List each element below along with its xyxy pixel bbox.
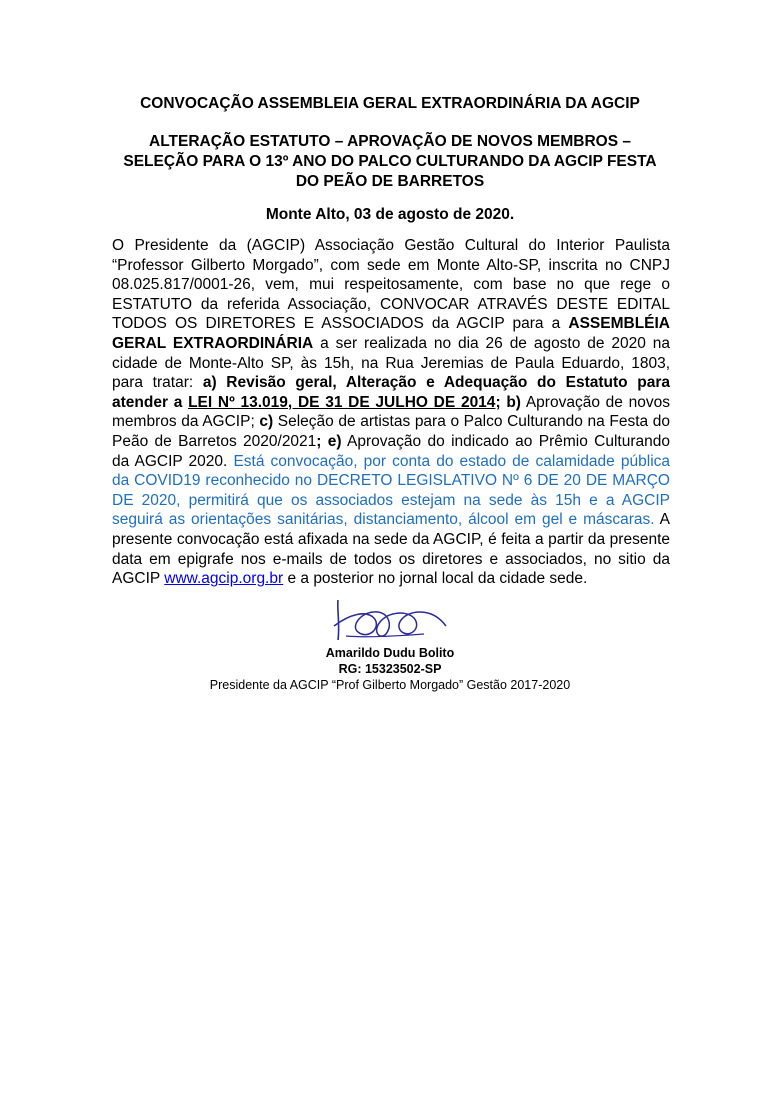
signature-stroke-vertical bbox=[338, 600, 339, 640]
document-heading: CONVOCAÇÃO ASSEMBLEIA GERAL EXTRAORDINÁRIA DA AGCIP bbox=[140, 95, 640, 112]
handwritten-signature bbox=[328, 596, 452, 644]
website-link[interactable]: www.agcip.org.br bbox=[164, 570, 284, 588]
item-e-marker: ; e) bbox=[316, 432, 342, 450]
item-e-text: Aprovação do indicado ao Prêmio Culturando da AGCIP 2020. bbox=[112, 432, 670, 470]
date-line: Monte Alto, 03 de agosto de 2020. bbox=[265, 206, 515, 223]
body-closing: e a posterior no jornal local da cidade sede. bbox=[283, 570, 588, 588]
signer-name: Amarildo Dudu Bolito bbox=[325, 646, 455, 660]
signer-rg: RG: 15323502-SP bbox=[338, 662, 442, 676]
body-posting-info: A presente convocação está afixada na sede da AGCIP, é feita a partir da presente data em epigrafe nos e-mails de todos os diretores e associados, no sitio da AGCIP bbox=[112, 511, 670, 588]
item-a-text: Revisão geral, Alteração e Adequação do Estatuto para atender a bbox=[112, 374, 671, 411]
item-c-text: Seleção de artistas para o Palco Culturando na Festa do Peão de Barretos 2020/2021 bbox=[112, 413, 670, 450]
convocation-body bbox=[112, 236, 670, 589]
item-b-marker: b) bbox=[500, 393, 521, 411]
body-meeting-details: a ser realizada no dia 26 de agosto de 2020 na cidade de Monte-Alto SP, às 15h, na Rua Jeremias de Paula Eduardo, 1803, para tratar: bbox=[112, 334, 670, 392]
item-c-marker: c) bbox=[259, 413, 274, 431]
signer-role: Presidente da AGCIP “Prof Gilberto Morgado” Gestão 2017-2020 bbox=[209, 678, 571, 692]
item-a-marker: a) bbox=[202, 374, 217, 392]
signature-stroke-loops bbox=[334, 612, 446, 636]
assembly-name: ASSEMBLÉIA GERAL EXTRAORDINÁRIA bbox=[112, 315, 670, 352]
item-b-text: Aprovação de novos membros da AGCIP; bbox=[112, 393, 670, 431]
law-reference: LEI Nº 13.019, DE 31 DE JULHO DE 2014 bbox=[188, 393, 496, 411]
semicolon: ; bbox=[495, 393, 501, 411]
document-subheading: ALTERAÇÃO ESTATUTO – APROVAÇÃO DE NOVOS MEMBROS – SELEÇÃO PARA O 13º ANO DO PALCO CULTURANDO DA AGCIP FESTA DO PEÃO DE BARRETOS bbox=[123, 133, 657, 190]
body-intro: O Presidente da (AGCIP) Associação Gestão Cultural do Interior Paulista “Professor Gilberto Morgado”, com sede em Monte Alto-SP, inscrita no CNPJ 08.025.817/0001-26, vem, mui respeitosamente, com base no que rege o ESTATUTO da referida Associação, CONVOCAR ATRAVÉS DESTE EDITAL TODOS OS DIRETORES E ASSOCIADOS da AGCIP para a bbox=[112, 237, 670, 333]
covid-notice: Está convocação, por conta do estado de calamidade pública da COVID19 reconhecido no DECRETO LEGISLATIVO Nº 6 DE 20 DE MARÇO DE 2020, permitirá que os associados estejam na sede às 15h e a AGCIP seguirá as orientações sanitárias, distanciamento, álcool em gel e máscaras. bbox=[112, 452, 671, 529]
